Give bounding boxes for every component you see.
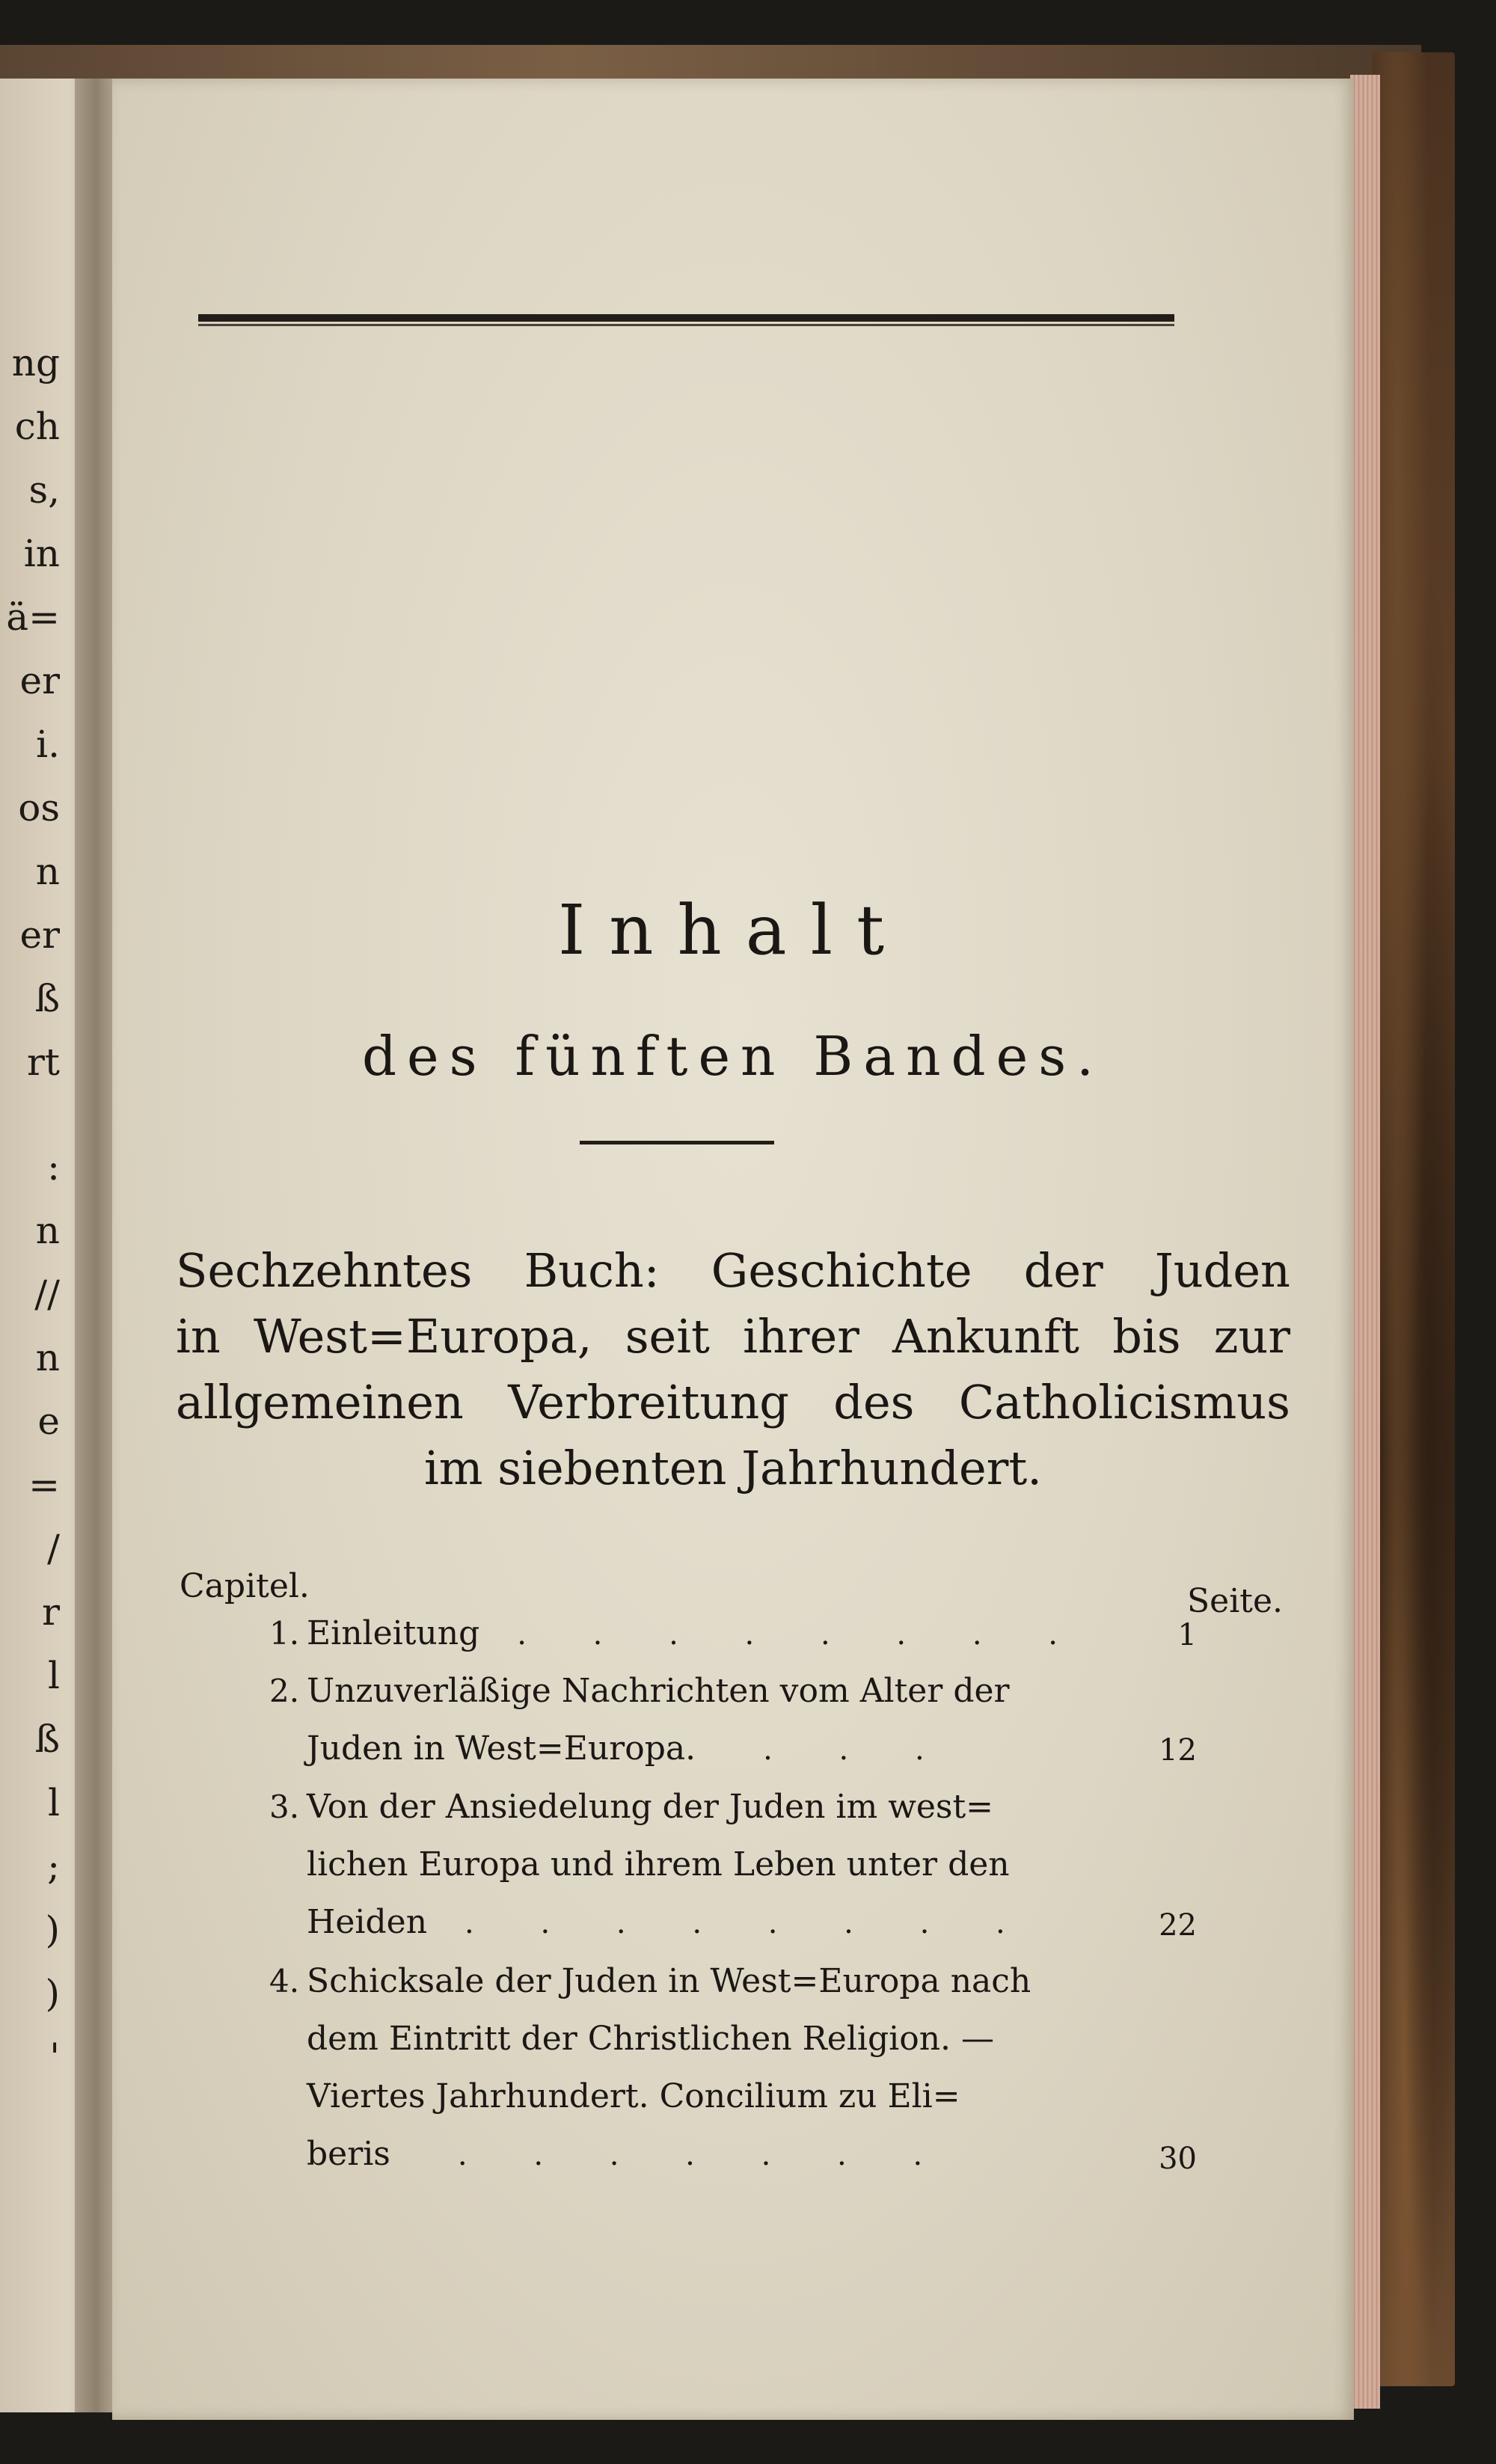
toc-entry-line: lichen Europa und ihrem Leben unter den xyxy=(307,1845,1010,1884)
left-page-text: os xyxy=(18,786,60,830)
left-page-text: // xyxy=(34,1272,60,1316)
book-heading-line: in West=Europa, seit ihrer Ankunft bis zur xyxy=(176,1309,1290,1364)
left-page-text: er xyxy=(19,913,60,957)
left-page-text: ä= xyxy=(6,595,60,639)
left-page-text: s, xyxy=(28,468,60,512)
left-page-text: : xyxy=(47,1145,60,1189)
toc-entry-number: 2. xyxy=(269,1673,300,1709)
top-rule xyxy=(198,314,1174,322)
book-heading-line: Sechzehntes Buch: Geschichte der Juden xyxy=(176,1243,1290,1298)
toc-entry-line: Von der Ansiedelung der Juden im west= xyxy=(307,1788,994,1826)
toc-entry-line: Schicksale der Juden in West=Europa nach xyxy=(307,1962,1031,2000)
book-heading-line: im siebenten Jahrhundert. xyxy=(423,1441,1043,1495)
toc-entry xyxy=(269,1605,1234,1664)
left-page-text: in xyxy=(23,532,60,575)
toc-entry-line: Unzuverläßige Nachrichten vom Alter der xyxy=(307,1672,1010,1710)
left-page-text: ) xyxy=(45,1972,60,2015)
left-page-text: ) xyxy=(45,1908,60,1952)
toc-entry-line: dem Eintritt der Christlichen Religion. — xyxy=(307,2020,995,2058)
left-page-text: ß xyxy=(34,977,60,1020)
left-page-text: l xyxy=(48,1781,60,1824)
left-page-text: ' xyxy=(49,2035,60,2079)
left-page-text: ; xyxy=(47,1845,60,1888)
toc-entry-text: Heiden xyxy=(307,1903,428,1941)
toc-entry-text: beris xyxy=(307,2135,390,2173)
left-page-text: n xyxy=(35,1336,60,1379)
leader-dots: . . . . . . . . xyxy=(517,1617,1086,1652)
book-heading-line: allgemeinen Verbreitung des Catholicismus xyxy=(176,1375,1290,1429)
toc-entry-line xyxy=(307,1720,1234,1779)
left-page-text: n xyxy=(35,1209,60,1252)
left-page-text: r xyxy=(42,1590,60,1634)
page-edges xyxy=(1350,75,1380,2409)
toc-page-number: 12 xyxy=(1159,1733,1197,1768)
left-page-text: e xyxy=(37,1400,60,1443)
left-page-text: = xyxy=(28,1463,60,1507)
contents-page xyxy=(112,79,1354,2420)
toc-entry-text: Einleitung xyxy=(307,1614,480,1652)
left-page-text: n xyxy=(35,850,60,893)
toc-entry-line: Viertes Jahrhundert. Concilium zu Eli= xyxy=(307,2077,960,2115)
left-page-text: rt xyxy=(27,1041,60,1084)
left-page-text: ß xyxy=(34,1717,60,1761)
toc-page-number: 22 xyxy=(1159,1908,1197,1943)
left-page-text: i. xyxy=(36,723,60,766)
leader-dots: . . . xyxy=(763,1732,953,1767)
divider-rule xyxy=(580,1141,774,1144)
page-column-label: Seite. xyxy=(1187,1582,1283,1620)
toc-entry-line xyxy=(307,2125,1234,2184)
left-page-text: ng xyxy=(11,341,60,384)
chapter-column-label: Capitel. xyxy=(180,1567,310,1605)
toc-entry xyxy=(269,1662,1234,1779)
page-subtitle: des fünften Bandes. xyxy=(361,1025,1105,1088)
page-title: Inhalt xyxy=(557,890,909,970)
book-cover-marbled-edge xyxy=(1373,52,1455,2386)
toc-entry-line xyxy=(307,1893,1234,1952)
toc-page-number: 30 xyxy=(1159,2142,1197,2176)
left-page-text: / xyxy=(47,1527,60,1570)
left-page-text: ch xyxy=(14,405,60,448)
leader-dots: . . . . . . . . xyxy=(465,1906,1034,1940)
toc-entry-number: 4. xyxy=(269,1963,300,1999)
toc-entry xyxy=(269,1778,1234,1952)
toc-entry-number: 3. xyxy=(269,1789,300,1825)
top-rule-underline xyxy=(198,324,1174,326)
leader-dots: . . . . . . . xyxy=(457,2138,951,2172)
toc-entry-line xyxy=(307,1605,1234,1664)
left-page-text: er xyxy=(19,659,60,702)
toc-entry-number: 1. xyxy=(269,1615,300,1652)
toc-entry-text: Juden in West=Europa. xyxy=(307,1729,696,1768)
toc-page-number: 1 xyxy=(1177,1618,1197,1652)
toc-entry xyxy=(269,1952,1234,2184)
left-page-text: l xyxy=(48,1654,60,1697)
book-heading xyxy=(176,1238,1290,1501)
